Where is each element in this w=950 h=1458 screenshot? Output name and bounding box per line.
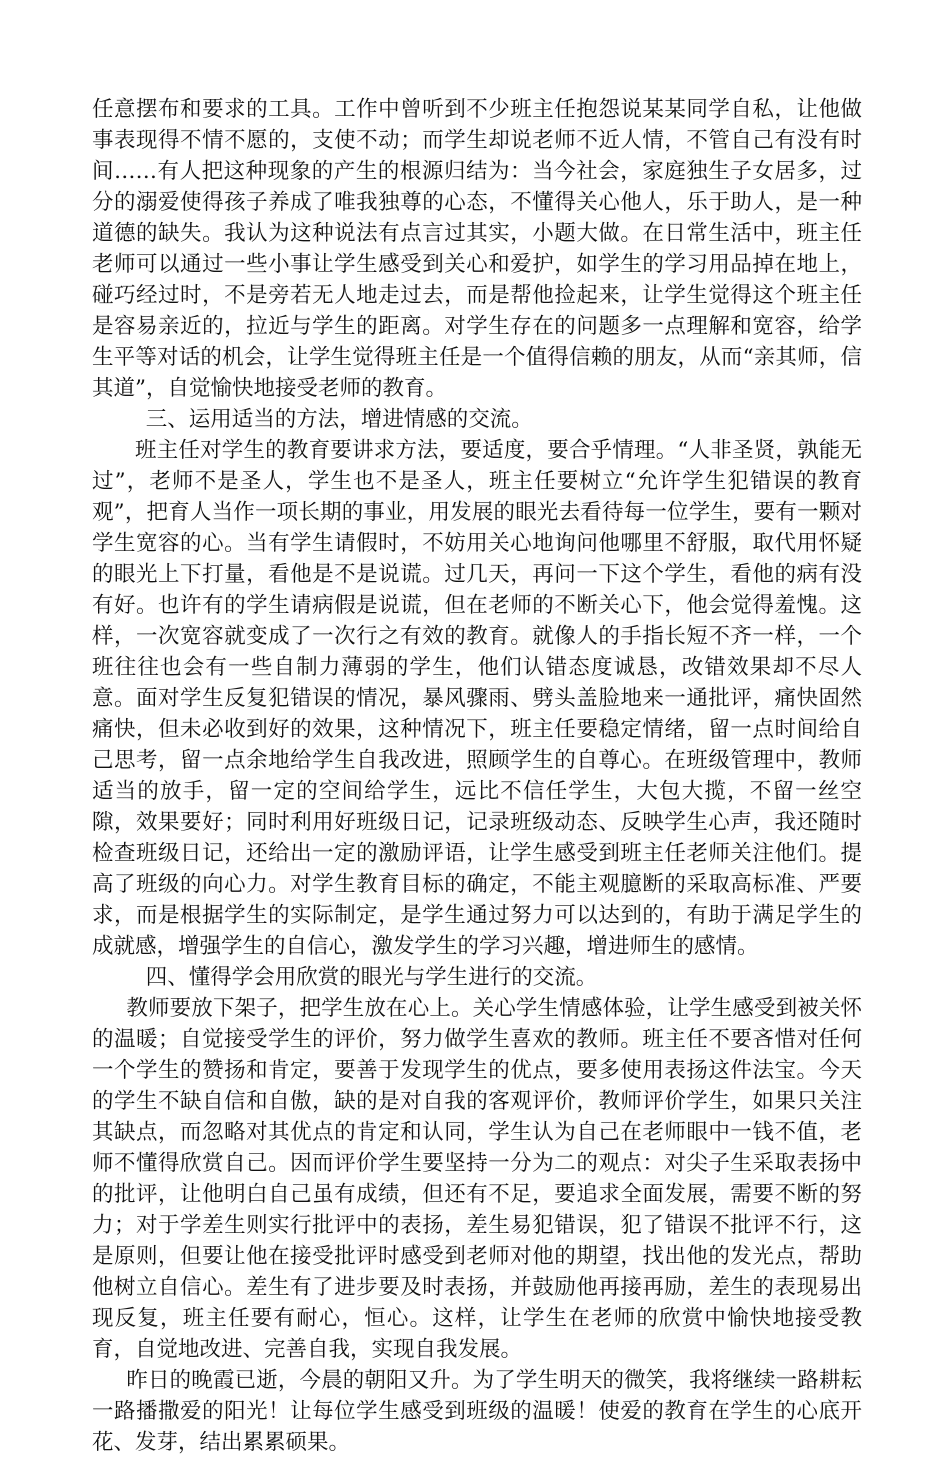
body-paragraph-section-3: 班主任对学生的教育要讲求方法，要适度，要合乎情理。“人非圣贤，孰能无过”，老师不是圣人，学生也不是圣人，班主任要树立“允许学生犯错误的教育观”，把育人当作一项长期的事业，用发展的眼光去看待每一位学生，要有一颗对学生宽容的心。当有学生请假时，不妨用关心地询问他哪里不舒服，取代用怀疑的眼光上下打量，看他是不是说谎。过几天，再问一下这个学生，看他的病有没有好。也许有的学生请病假是说谎，但在老师的不断关心下，他会觉得羞愧。这样，一次宽容就变成了一次行之有效的教育。就像人的手指长短不齐一样，一个班往往也会有一些自制力薄弱的学生，他们认错态度诚恳，改错效果却不尽人意。面对学生反复犯错误的情况，暴风骤雨、劈头盖脸地来一通批评，痛快固然痛快，但未必收到好的效果，这种情况下，班主任要稳定情绪，留一点时间给自己思考，留一点余地给学生自我改进，照顾学生的自尊心。在班级管理中，教师适当的放手，留一定的空间给学生，远比不信任学生，大包大揽，不留一丝空隙，效果要好；同时利用好班级日记，记录班级动态、反映学生心声，我还随时检查班级日记，还给出一定的激励评语，让学生感受到班主任老师关注他们。提高了班级的向心力。对学生教育目标的确定，不能主观臆断的采取高标准、严要求，而是根据学生的实际制定，是学生通过努力可以达到的，有助于满足学生的成就感，增强学生的自信心，激发学生的学习兴趣，增进师生的感情。: [92, 438, 862, 959]
body-paragraph-section-4: 教师要放下架子，把学生放在心上。关心学生情感体验，让学生感受到被关怀的温暖；自觉接受学生的评价，努力做学生喜欢的教师。班主任不要吝惜对任何一个学生的赞扬和肯定，要善于发现学生的优点，要多使用表扬这件法宝。今天的学生不缺自信和自傲，缺的是对自我的客观评价，教师评价学生，如果只关注其缺点，而忽略对其优点的肯定和认同，学生认为自己在老师眼中一钱不值，老师不懂得欣赏自己。因而评价学生要坚持一分为二的观点：对尖子生采取表扬中的批评，让他明白自己虽有成绩，但还有不足，要追求全面发展，需要不断的努力；对于学差生则实行批评中的表扬，差生易犯错误，犯了错误不批评不行，这是原则，但要让他在接受批评时感受到老师对他的期望，找出他的发光点，帮助他树立自信心。差生有了进步要及时表扬，并鼓励他再接再励，差生的表现易出现反复，班主任要有耐心，恒心。这样，让学生在老师的欣赏中愉快地接受教育，自觉地改进、完善自我，实现自我发展。: [92, 996, 862, 1362]
document-page: [92, 94, 862, 1458]
closing-paragraph: 昨日的晚霞已逝，今晨的朝阳又升。为了学生明天的微笑，我将继续一路耕耘一路播撒爱的阳光！让每位学生感受到班级的温暖！使爱的教育在学生的心底开花、发芽，结出累累硕果。: [92, 1368, 862, 1455]
body-paragraph-continuation: 任意摆布和要求的工具。工作中曾听到不少班主任抱怨说某某同学自私，让他做事表现得不情不愿的，支使不动；而学生却说老师不近人情，不管自己有没有时间……有人把这种现象的产生的根源归结为：当今社会，家庭独生子女居多，过分的溺爱使得孩子养成了唯我独尊的心态，不懂得关心他人，乐于助人，是一种道德的缺失。我认为这种说法有点言过其实，小题大做。在日常生活中，班主任老师可以通过一些小事让学生感受到关心和爱护，如学生的学习用品掉在地上，碰巧经过时，不是旁若无人地走过去，而是帮他捡起来，让学生觉得这个班主任是容易亲近的，拉近与学生的距离。对学生存在的问题多一点理解和宽容，给学生平等对话的机会，让学生觉得班主任是一个值得信赖的朋友，从而“亲其师，信其道”，自觉愉快地接受老师的教育。: [92, 97, 862, 401]
section-heading-3: 三、运用适当的方法，增进情感的交流。: [145, 407, 533, 432]
section-heading-4: 四、懂得学会用欣赏的眼光与学生进行的交流。: [145, 965, 598, 990]
